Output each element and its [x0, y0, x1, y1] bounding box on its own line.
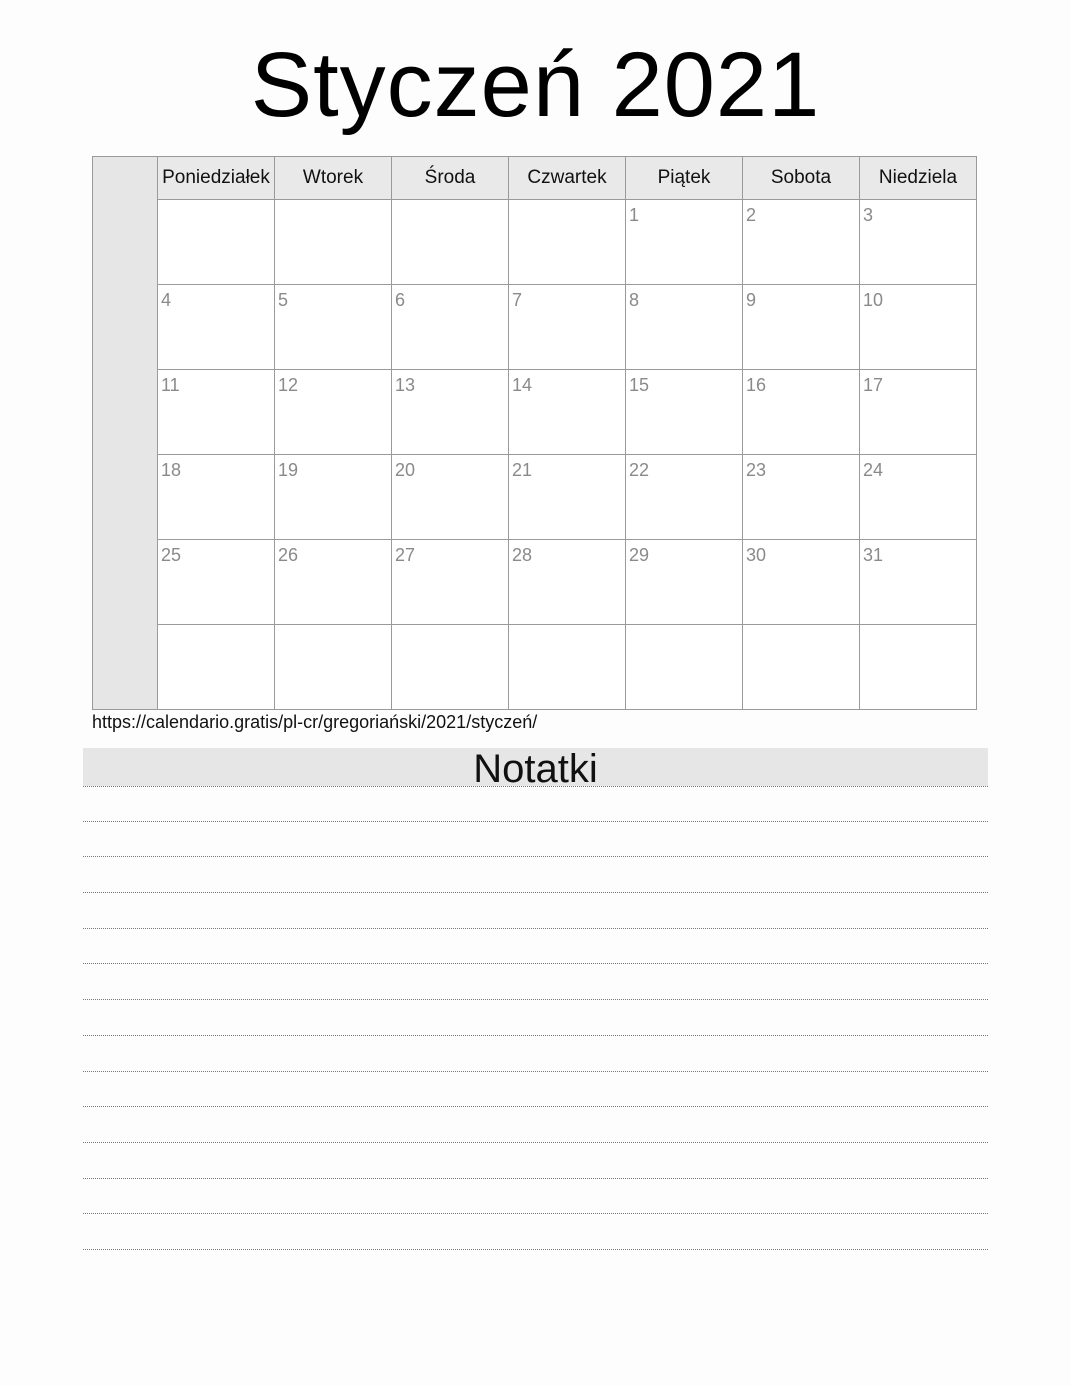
note-line[interactable]	[83, 1214, 988, 1250]
day-number: 6	[395, 290, 406, 310]
week-row	[158, 370, 976, 455]
month-calendar	[92, 156, 977, 710]
week-row	[158, 625, 976, 709]
day-number: 14	[512, 375, 533, 395]
note-line[interactable]	[83, 929, 988, 965]
day-cell[interactable]	[275, 625, 392, 709]
week-row	[158, 285, 976, 370]
day-cell[interactable]	[275, 540, 392, 624]
day-cell[interactable]	[158, 285, 275, 369]
day-number: 24	[863, 460, 884, 480]
day-cell[interactable]	[392, 285, 509, 369]
day-cell[interactable]	[509, 625, 626, 709]
week-row	[158, 540, 976, 625]
day-number: 21	[512, 460, 533, 480]
day-number: 10	[863, 290, 884, 310]
note-line[interactable]	[83, 1000, 988, 1036]
day-number: 30	[746, 545, 767, 565]
day-cell[interactable]	[509, 285, 626, 369]
week-number-column	[93, 157, 158, 709]
note-line[interactable]	[83, 1072, 988, 1108]
weekday-header-row	[158, 157, 976, 200]
day-number: 20	[395, 460, 416, 480]
source-url: https://calendario.gratis/pl-cr/gregoriański/2021/styczeń/	[92, 712, 538, 732]
notes-title: Notatki	[83, 748, 988, 786]
day-number: 5	[278, 290, 289, 310]
day-number: 11	[161, 375, 180, 395]
day-number: 8	[629, 290, 640, 310]
calendar-title: Styczeń 2021	[250, 34, 821, 136]
day-number: 19	[278, 460, 299, 480]
note-line[interactable]	[83, 822, 988, 858]
day-cell[interactable]	[860, 455, 976, 539]
day-cell[interactable]	[743, 455, 860, 539]
day-cell[interactable]	[275, 455, 392, 539]
day-number: 15	[629, 375, 650, 395]
day-cell[interactable]	[626, 200, 743, 284]
day-cell[interactable]	[392, 625, 509, 709]
day-cell[interactable]	[509, 370, 626, 454]
note-line[interactable]	[83, 786, 988, 822]
day-cell[interactable]	[743, 625, 860, 709]
day-cell[interactable]	[743, 540, 860, 624]
weekday-wednesday: Środa	[392, 157, 509, 199]
day-cell[interactable]	[509, 200, 626, 284]
day-number: 1	[629, 205, 640, 225]
week-row	[158, 200, 976, 285]
day-number: 26	[278, 545, 299, 565]
day-number: 16	[746, 375, 767, 395]
day-number: 4	[161, 290, 172, 310]
day-cell[interactable]	[392, 455, 509, 539]
day-cell[interactable]	[860, 540, 976, 624]
day-cell[interactable]	[158, 540, 275, 624]
day-number: 23	[746, 460, 767, 480]
note-line[interactable]	[83, 1143, 988, 1179]
day-number: 18	[161, 460, 182, 480]
day-cell[interactable]	[860, 625, 976, 709]
day-number: 25	[161, 545, 182, 565]
notes-lines	[83, 786, 988, 1250]
day-number: 7	[512, 290, 523, 310]
day-cell[interactable]	[626, 285, 743, 369]
day-cell[interactable]	[626, 370, 743, 454]
day-cell[interactable]	[626, 540, 743, 624]
day-cell[interactable]	[860, 200, 976, 284]
day-cell[interactable]	[275, 285, 392, 369]
day-cell[interactable]	[392, 540, 509, 624]
day-cell[interactable]	[626, 625, 743, 709]
day-cell[interactable]	[860, 285, 976, 369]
day-cell[interactable]	[626, 455, 743, 539]
day-number: 27	[395, 545, 416, 565]
day-cell[interactable]	[158, 455, 275, 539]
day-cell[interactable]	[392, 200, 509, 284]
day-number: 9	[746, 290, 757, 310]
day-number: 12	[278, 375, 299, 395]
day-cell[interactable]	[158, 200, 275, 284]
weekday-tuesday: Wtorek	[275, 157, 392, 199]
day-number: 13	[395, 375, 416, 395]
weekday-saturday: Sobota	[743, 157, 860, 199]
note-line[interactable]	[83, 857, 988, 893]
day-cell[interactable]	[158, 370, 275, 454]
weekday-monday: Poniedziałek	[158, 157, 275, 199]
weekday-friday: Piątek	[626, 157, 743, 199]
day-number: 2	[746, 205, 757, 225]
day-number: 29	[629, 545, 650, 565]
calendar-grid	[158, 157, 976, 709]
day-cell[interactable]	[743, 285, 860, 369]
note-line[interactable]	[83, 1036, 988, 1072]
day-cell[interactable]	[158, 625, 275, 709]
day-number: 22	[629, 460, 650, 480]
day-number: 28	[512, 545, 533, 565]
note-line[interactable]	[83, 964, 988, 1000]
day-cell[interactable]	[275, 370, 392, 454]
weekday-sunday: Niedziela	[878, 167, 958, 188]
day-number: 3	[863, 205, 874, 225]
day-number: 31	[863, 545, 884, 565]
day-cell[interactable]	[509, 540, 626, 624]
day-cell[interactable]	[392, 370, 509, 454]
week-row	[158, 455, 976, 540]
day-cell[interactable]	[275, 200, 392, 284]
day-number: 17	[863, 375, 884, 395]
day-cell[interactable]	[743, 200, 860, 284]
note-line[interactable]	[83, 1179, 988, 1215]
day-cell[interactable]	[509, 455, 626, 539]
day-cell[interactable]	[860, 370, 976, 454]
note-line[interactable]	[83, 893, 988, 929]
day-cell[interactable]	[743, 370, 860, 454]
weekday-thursday: Czwartek	[509, 157, 626, 199]
note-line[interactable]	[83, 1107, 988, 1143]
